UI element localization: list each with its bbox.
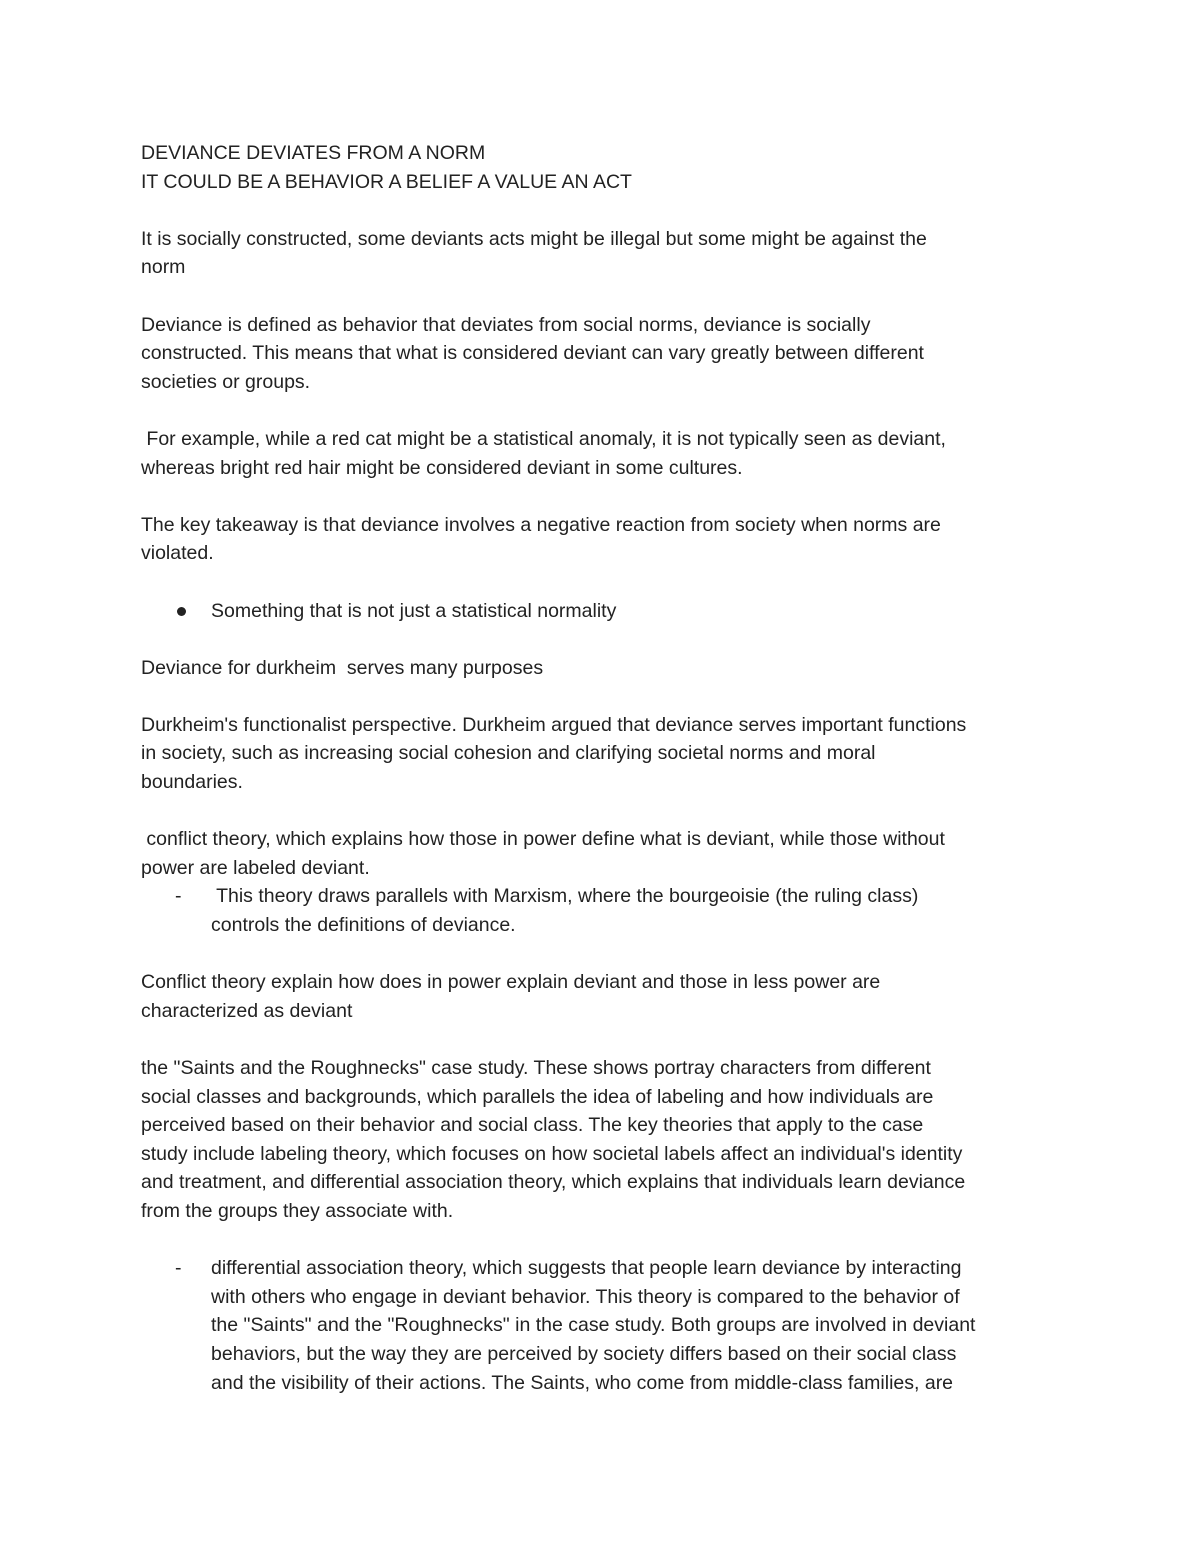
paragraph-saints-roughnecks [141,1054,1071,1226]
text-line: from the groups they associate with. [141,1199,454,1222]
text-line: It is socially constructed, some deviants acts might be illegal but some might be against the [141,227,927,250]
bullet-dot-icon [177,607,186,616]
text-line: the "Saints" and the "Roughnecks" in the case study. Both groups are involved in deviant [211,1314,976,1337]
text-line: behaviors, but the way they are perceived by society differs based on their social class [211,1342,957,1365]
text-line: controls the definitions of deviance. [211,914,516,937]
bullet-list-item [141,597,1071,626]
paragraph-deviance-definition [141,311,1071,397]
text-line: the "Saints and the Roughnecks" case study. These shows portray characters from different [141,1057,931,1079]
text-line: study include labeling theory, which focuses on how societal labels affect an individual's identity [141,1142,963,1165]
text-line: power are labeled deviant. [141,856,370,879]
dash-marker: - [175,1257,182,1280]
text-line: perceived based on their behavior and social class. The key theories that apply to the case [141,1114,924,1137]
text-line: norm [141,256,186,279]
bullet-text: Something that is not just a statistical normality [211,599,617,622]
text-line: boundaries. [141,771,243,794]
document-heading [141,139,1071,196]
paragraph-socially-constructed [141,225,1071,282]
dash-marker: - [175,885,182,908]
text-line: and treatment, and differential association theory, which explains that individuals learn deviance [141,1171,966,1194]
text-line: in society, such as increasing social cohesion and clarifying societal norms and moral [141,742,876,765]
text-line: Durkheim's functionalist perspective. Durkheim argued that deviance serves important functions [141,713,967,736]
text-line: Deviance is defined as behavior that deviates from social norms, deviance is socially [141,313,871,336]
text-line: Deviance for durkheim serves many purposes [141,656,544,679]
text-line: Conflict theory explain how does in power explain deviant and those in less power are [141,971,881,994]
heading-line: DEVIANCE DEVIATES FROM A NORM [141,142,486,164]
text-line: and the visibility of their actions. The Saints, who come from middle-class families, are [211,1371,954,1394]
text-line: differential association theory, which suggests that people learn deviance by interacting [211,1257,962,1280]
text-line: whereas bright red hair might be considered deviant in some cultures. [141,456,743,479]
text-line: conflict theory, which explains how those in power define what is deviant, while those without [141,828,945,851]
text-line: violated. [141,542,214,565]
text-line: social classes and backgrounds, which parallels the idea of labeling and how individuals are [141,1085,934,1108]
paragraph-conflict-theory [141,825,1071,882]
dash-list-item-differential-association [141,1254,1071,1397]
text-line: For example, while a red cat might be a statistical anomaly, it is not typically seen as deviant, [141,427,946,450]
dash-list-item-marxism [141,882,1071,939]
text-line: The key takeaway is that deviance involves a negative reaction from society when norms are [141,513,941,536]
paragraph-conflict-explain [141,968,1071,1025]
text-line: This theory draws parallels with Marxism, where the bourgeoisie (the ruling class) [211,885,919,908]
paragraph-functionalist [141,711,1071,797]
paragraph-durkheim-purposes [141,654,1071,683]
heading-line: IT COULD BE A BEHAVIOR A BELIEF A VALUE AN ACT [141,170,632,193]
text-line: characterized as deviant [141,999,353,1022]
text-line: with others who engage in deviant behavior. This theory is compared to the behavior of [211,1285,960,1308]
text-line: constructed. This means that what is considered deviant can vary greatly between different [141,342,924,365]
document-body [141,139,1071,1426]
paragraph-key-takeaway [141,511,1071,568]
paragraph-example [141,425,1071,482]
text-line: societies or groups. [141,370,311,393]
